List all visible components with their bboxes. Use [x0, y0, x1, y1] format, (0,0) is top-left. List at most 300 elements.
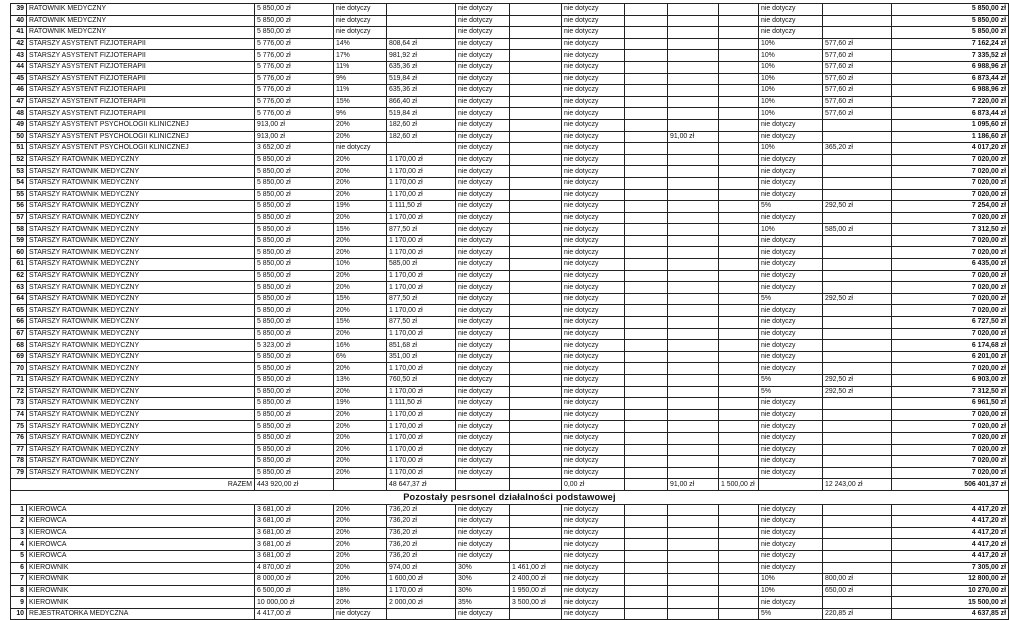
allowance-percent: 20%: [334, 467, 387, 479]
col-8: [668, 247, 719, 259]
col-5: [510, 398, 562, 410]
position-name: STARSZY RATOWNIK MEDYCZNY: [27, 456, 255, 468]
row-number: 44: [11, 61, 27, 73]
razem-allowance: 48 647,37 zł: [387, 479, 456, 491]
bonus-amount: 577,60 zł: [823, 50, 892, 62]
position-name: STARSZY RATOWNIK MEDYCZNY: [27, 386, 255, 398]
bonus-percent: nie dotyczy: [759, 340, 823, 352]
col-8: [668, 282, 719, 294]
col-5: [510, 4, 562, 16]
bonus-percent: nie dotyczy: [759, 154, 823, 166]
row-total: 7 020,00 zł: [892, 166, 1009, 178]
row-number: 59: [11, 235, 27, 247]
col-7: [625, 467, 668, 479]
position-name: STARSZY RATOWNIK MEDYCZNY: [27, 398, 255, 410]
row-total: 4 637,85 zł: [892, 608, 1009, 620]
section-header-row: [11, 490, 1009, 504]
col-8: [668, 527, 719, 539]
row-total: 4 417,20 zł: [892, 539, 1009, 551]
row-number: 75: [11, 421, 27, 433]
position-name: STARSZY RATOWNIK MEDYCZNY: [27, 293, 255, 305]
bonus-percent: 5%: [759, 608, 823, 620]
allowance-amount: 1 111,50 zł: [387, 201, 456, 213]
table-row: [11, 562, 1009, 574]
allowance-percent: 20%: [334, 247, 387, 259]
row-total: 5 850,00 zł: [892, 27, 1009, 39]
allowance-amount: 736,20 zł: [387, 550, 456, 562]
allowance-percent: 6%: [334, 351, 387, 363]
base-salary: 5 850,00 zł: [255, 363, 334, 375]
col-6: nie dotyczy: [562, 516, 625, 528]
allowance-amount: 1 170,00 zł: [387, 189, 456, 201]
table-row: [11, 421, 1009, 433]
col-5: [510, 375, 562, 387]
table-row: [11, 166, 1009, 178]
base-salary: 3 681,00 zł: [255, 550, 334, 562]
row-number: 40: [11, 15, 27, 27]
bonus-percent: 5%: [759, 386, 823, 398]
position-name: STARSZY RATOWNIK MEDYCZNY: [27, 154, 255, 166]
base-salary: 4 417,00 zł: [255, 608, 334, 620]
row-number: 1: [11, 504, 27, 516]
position-name: STARSZY RATOWNIK MEDYCZNY: [27, 224, 255, 236]
bonus-percent: 5%: [759, 201, 823, 213]
row-total: 7 020,00 zł: [892, 432, 1009, 444]
bonus-percent: nie dotyczy: [759, 597, 823, 609]
col-5: [510, 212, 562, 224]
col-8: [668, 96, 719, 108]
col-6: nie dotyczy: [562, 340, 625, 352]
table-row: [11, 317, 1009, 329]
bonus-amount: [823, 235, 892, 247]
allowance-amount: 1 170,00 zł: [387, 363, 456, 375]
row-total: 7 020,00 zł: [892, 154, 1009, 166]
allowance-percent: 20%: [334, 562, 387, 574]
col-9: [719, 96, 759, 108]
col-4: nie dotyczy: [456, 154, 510, 166]
table-row: [11, 38, 1009, 50]
allowance-percent: 20%: [334, 363, 387, 375]
col-9: [719, 189, 759, 201]
col-4: nie dotyczy: [456, 131, 510, 143]
col-7: [625, 527, 668, 539]
col-6: nie dotyczy: [562, 375, 625, 387]
allowance-amount: 519,84 zł: [387, 108, 456, 120]
col-8: [668, 375, 719, 387]
row-total: 4 017,20 zł: [892, 143, 1009, 155]
col-5: [510, 247, 562, 259]
allowance-amount: 351,00 zł: [387, 351, 456, 363]
col-4: nie dotyczy: [456, 38, 510, 50]
row-total: 4 417,20 zł: [892, 516, 1009, 528]
allowance-amount: 877,50 zł: [387, 224, 456, 236]
allowance-percent: 20%: [334, 189, 387, 201]
col-4: nie dotyczy: [456, 27, 510, 39]
position-name: STARSZY ASYSTENT FIZJOTERAPII: [27, 108, 255, 120]
base-salary: 5 850,00 zł: [255, 154, 334, 166]
bonus-percent: nie dotyczy: [759, 247, 823, 259]
allowance-percent: 18%: [334, 585, 387, 597]
allowance-percent: 20%: [334, 305, 387, 317]
base-salary: 5 850,00 zł: [255, 409, 334, 421]
bonus-amount: [823, 212, 892, 224]
col-5: [510, 201, 562, 213]
row-number: 67: [11, 328, 27, 340]
col-7: [625, 585, 668, 597]
allowance-amount: 635,36 zł: [387, 61, 456, 73]
bonus-percent: 10%: [759, 73, 823, 85]
table-row: [11, 608, 1009, 620]
col-9: [719, 61, 759, 73]
col-5: [510, 432, 562, 444]
col-5: [510, 85, 562, 97]
col-4: nie dotyczy: [456, 293, 510, 305]
row-number: 71: [11, 375, 27, 387]
col-8: [668, 235, 719, 247]
table-row: [11, 282, 1009, 294]
row-number: 79: [11, 467, 27, 479]
col-8: [668, 328, 719, 340]
base-salary: 5 776,00 zł: [255, 96, 334, 108]
row-total: 6 873,44 zł: [892, 73, 1009, 85]
row-total: 7 020,00 zł: [892, 282, 1009, 294]
row-number: 70: [11, 363, 27, 375]
col-8: [668, 608, 719, 620]
col-5: [510, 189, 562, 201]
allowance-percent: 9%: [334, 108, 387, 120]
allowance-amount: 1 170,00 zł: [387, 154, 456, 166]
bonus-percent: nie dotyczy: [759, 166, 823, 178]
bonus-percent: nie dotyczy: [759, 527, 823, 539]
table-row: [11, 108, 1009, 120]
col-5: [510, 177, 562, 189]
allowance-percent: 20%: [334, 539, 387, 551]
col-7: [625, 247, 668, 259]
allowance-amount: [387, 143, 456, 155]
base-salary: 3 681,00 zł: [255, 504, 334, 516]
base-salary: 5 850,00 zł: [255, 270, 334, 282]
bonus-amount: [823, 562, 892, 574]
position-name: STARSZY RATOWNIK MEDYCZNY: [27, 444, 255, 456]
col-7: [625, 96, 668, 108]
row-total: 7 020,00 zł: [892, 467, 1009, 479]
row-number: 46: [11, 85, 27, 97]
col-6: nie dotyczy: [562, 597, 625, 609]
bonus-amount: [823, 539, 892, 551]
bonus-amount: [823, 398, 892, 410]
col-9: [719, 177, 759, 189]
allowance-percent: 20%: [334, 516, 387, 528]
base-salary: 5 850,00 zł: [255, 467, 334, 479]
col-4: nie dotyczy: [456, 444, 510, 456]
base-salary: 5 850,00 zł: [255, 282, 334, 294]
col-5: [510, 539, 562, 551]
position-name: STARSZY RATOWNIK MEDYCZNY: [27, 375, 255, 387]
position-name: STARSZY ASYSTENT FIZJOTERAPII: [27, 38, 255, 50]
table-row: [11, 504, 1009, 516]
row-number: 5: [11, 550, 27, 562]
table-row: [11, 409, 1009, 421]
col-4: nie dotyczy: [456, 550, 510, 562]
row-total: 1 095,60 zł: [892, 119, 1009, 131]
col-6: nie dotyczy: [562, 574, 625, 586]
bonus-percent: nie dotyczy: [759, 363, 823, 375]
row-number: 74: [11, 409, 27, 421]
allowance-amount: [387, 27, 456, 39]
col-7: [625, 50, 668, 62]
allowance-amount: 1 600,00 zł: [387, 574, 456, 586]
position-name: STARSZY RATOWNIK MEDYCZNY: [27, 189, 255, 201]
col-6: nie dotyczy: [562, 247, 625, 259]
row-number: 2: [11, 516, 27, 528]
col-8: [668, 317, 719, 329]
col-5: [510, 27, 562, 39]
col-9: [719, 293, 759, 305]
row-number: 43: [11, 50, 27, 62]
allowance-percent: 15%: [334, 224, 387, 236]
col-9: [719, 363, 759, 375]
bonus-amount: 577,60 zł: [823, 96, 892, 108]
col-8: [668, 432, 719, 444]
razem-col8: 91,00 zł: [668, 479, 719, 491]
col-5: [510, 328, 562, 340]
col-4: nie dotyczy: [456, 4, 510, 16]
position-name: KIEROWCA: [27, 527, 255, 539]
bonus-amount: 292,50 zł: [823, 201, 892, 213]
col-5: [510, 386, 562, 398]
row-total: 6 174,68 zł: [892, 340, 1009, 352]
col-5: [510, 38, 562, 50]
row-total: 12 800,00 zł: [892, 574, 1009, 586]
table-row: [11, 189, 1009, 201]
table-row: [11, 270, 1009, 282]
col-9: [719, 562, 759, 574]
col-6: nie dotyczy: [562, 212, 625, 224]
position-name: RATOWNIK MEDYCZNY: [27, 27, 255, 39]
position-name: STARSZY RATOWNIK MEDYCZNY: [27, 317, 255, 329]
table-row: [11, 539, 1009, 551]
col-7: [625, 456, 668, 468]
row-total: 7 020,00 zł: [892, 177, 1009, 189]
col-6: nie dotyczy: [562, 259, 625, 271]
bonus-percent: nie dotyczy: [759, 259, 823, 271]
col-6: nie dotyczy: [562, 398, 625, 410]
col-9: [719, 597, 759, 609]
bonus-percent: 10%: [759, 85, 823, 97]
col-9: [719, 504, 759, 516]
row-total: 7 020,00 zł: [892, 247, 1009, 259]
col-5: [510, 527, 562, 539]
col-8: [668, 539, 719, 551]
col-5: [510, 235, 562, 247]
bonus-amount: 220,85 zł: [823, 608, 892, 620]
bonus-amount: [823, 550, 892, 562]
allowance-percent: 20%: [334, 154, 387, 166]
col-9: [719, 50, 759, 62]
base-salary: 5 850,00 zł: [255, 15, 334, 27]
allowance-percent: 15%: [334, 293, 387, 305]
col-4: nie dotyczy: [456, 108, 510, 120]
row-number: 76: [11, 432, 27, 444]
col-8: [668, 108, 719, 120]
base-salary: 5 850,00 zł: [255, 398, 334, 410]
row-number: 62: [11, 270, 27, 282]
row-total: 7 020,00 zł: [892, 421, 1009, 433]
col-9: [719, 421, 759, 433]
col-7: [625, 293, 668, 305]
row-total: 1 186,60 zł: [892, 131, 1009, 143]
allowance-percent: 14%: [334, 38, 387, 50]
bonus-percent: 10%: [759, 574, 823, 586]
bonus-amount: 650,00 zł: [823, 585, 892, 597]
bonus-amount: [823, 282, 892, 294]
row-number: 63: [11, 282, 27, 294]
col-6: nie dotyczy: [562, 38, 625, 50]
col-6: nie dotyczy: [562, 293, 625, 305]
col-8: [668, 166, 719, 178]
col-4: nie dotyczy: [456, 201, 510, 213]
col-5: [510, 108, 562, 120]
col-6: nie dotyczy: [562, 224, 625, 236]
bonus-amount: [823, 247, 892, 259]
row-total: 7 305,00 zł: [892, 562, 1009, 574]
col-5: [510, 504, 562, 516]
bonus-amount: 585,00 zł: [823, 224, 892, 236]
bonus-percent: nie dotyczy: [759, 456, 823, 468]
col-6: nie dotyczy: [562, 409, 625, 421]
col-6: nie dotyczy: [562, 585, 625, 597]
base-salary: 5 850,00 zł: [255, 328, 334, 340]
allowance-percent: nie dotyczy: [334, 27, 387, 39]
allowance-percent: 10%: [334, 259, 387, 271]
col-5: [510, 608, 562, 620]
col-6: nie dotyczy: [562, 328, 625, 340]
position-name: STARSZY RATOWNIK MEDYCZNY: [27, 201, 255, 213]
bonus-percent: 10%: [759, 96, 823, 108]
col-8: [668, 143, 719, 155]
row-number: 39: [11, 4, 27, 16]
bonus-amount: [823, 363, 892, 375]
table-row: [11, 177, 1009, 189]
col-4: nie dotyczy: [456, 317, 510, 329]
position-name: STARSZY RATOWNIK MEDYCZNY: [27, 467, 255, 479]
position-name: KIEROWCA: [27, 504, 255, 516]
col-4: nie dotyczy: [456, 432, 510, 444]
bonus-amount: [823, 166, 892, 178]
row-number: 58: [11, 224, 27, 236]
position-name: STARSZY RATOWNIK MEDYCZNY: [27, 432, 255, 444]
bonus-percent: nie dotyczy: [759, 504, 823, 516]
col-4: nie dotyczy: [456, 386, 510, 398]
bonus-amount: [823, 504, 892, 516]
table-row: [11, 50, 1009, 62]
row-number: 66: [11, 317, 27, 329]
col-7: [625, 363, 668, 375]
row-number: 73: [11, 398, 27, 410]
row-total: 4 417,20 zł: [892, 527, 1009, 539]
col-6: nie dotyczy: [562, 539, 625, 551]
col-5: [510, 305, 562, 317]
table-row: [11, 398, 1009, 410]
col-9: [719, 166, 759, 178]
allowance-amount: 760,50 zł: [387, 375, 456, 387]
col-5: 3 500,00 zł: [510, 597, 562, 609]
position-name: KIEROWCA: [27, 550, 255, 562]
col-4: nie dotyczy: [456, 119, 510, 131]
bonus-amount: [823, 4, 892, 16]
base-salary: 5 776,00 zł: [255, 108, 334, 120]
position-name: STARSZY RATOWNIK MEDYCZNY: [27, 409, 255, 421]
bonus-amount: [823, 351, 892, 363]
table-row: [11, 119, 1009, 131]
razem-bonus: 12 243,00 zł: [823, 479, 892, 491]
col-8: [668, 340, 719, 352]
row-total: 7 220,00 zł: [892, 96, 1009, 108]
table-row: [11, 363, 1009, 375]
col-7: [625, 282, 668, 294]
col-5: [510, 15, 562, 27]
bonus-amount: [823, 27, 892, 39]
col-6: nie dotyczy: [562, 73, 625, 85]
allowance-amount: 736,20 zł: [387, 504, 456, 516]
position-name: REJESTRATORKA MEDYCZNA: [27, 608, 255, 620]
col-9: [719, 143, 759, 155]
allowance-percent: 20%: [334, 177, 387, 189]
row-total: 7 254,00 zł: [892, 201, 1009, 213]
col-7: [625, 539, 668, 551]
table-row: [11, 259, 1009, 271]
col-7: [625, 154, 668, 166]
allowance-percent: nie dotyczy: [334, 143, 387, 155]
row-number: 72: [11, 386, 27, 398]
bonus-amount: [823, 432, 892, 444]
allowance-percent: 20%: [334, 574, 387, 586]
col-6: nie dotyczy: [562, 50, 625, 62]
row-number: 6: [11, 562, 27, 574]
bonus-amount: [823, 154, 892, 166]
col-4: 30%: [456, 562, 510, 574]
col-6: nie dotyczy: [562, 15, 625, 27]
bonus-percent: nie dotyczy: [759, 282, 823, 294]
col-6: nie dotyczy: [562, 143, 625, 155]
bonus-percent: nie dotyczy: [759, 131, 823, 143]
bonus-percent: nie dotyczy: [759, 235, 823, 247]
base-salary: 5 776,00 zł: [255, 61, 334, 73]
bonus-amount: [823, 456, 892, 468]
col-6: nie dotyczy: [562, 432, 625, 444]
col-9: [719, 235, 759, 247]
position-name: KIEROWCA: [27, 516, 255, 528]
table-row: [11, 73, 1009, 85]
row-total: 7 020,00 zł: [892, 293, 1009, 305]
col-7: [625, 562, 668, 574]
allowance-amount: 635,36 zł: [387, 85, 456, 97]
col-7: [625, 597, 668, 609]
col-7: [625, 504, 668, 516]
row-number: 7: [11, 574, 27, 586]
col-9: [719, 305, 759, 317]
col-5: [510, 456, 562, 468]
col-4: nie dotyczy: [456, 143, 510, 155]
col-9: [719, 154, 759, 166]
col-8: [668, 305, 719, 317]
allowance-percent: 20%: [334, 504, 387, 516]
bonus-percent: 10%: [759, 108, 823, 120]
base-salary: 3 681,00 zł: [255, 539, 334, 551]
bonus-percent: 10%: [759, 38, 823, 50]
row-total: 6 727,50 zł: [892, 317, 1009, 329]
position-name: STARSZY RATOWNIK MEDYCZNY: [27, 340, 255, 352]
